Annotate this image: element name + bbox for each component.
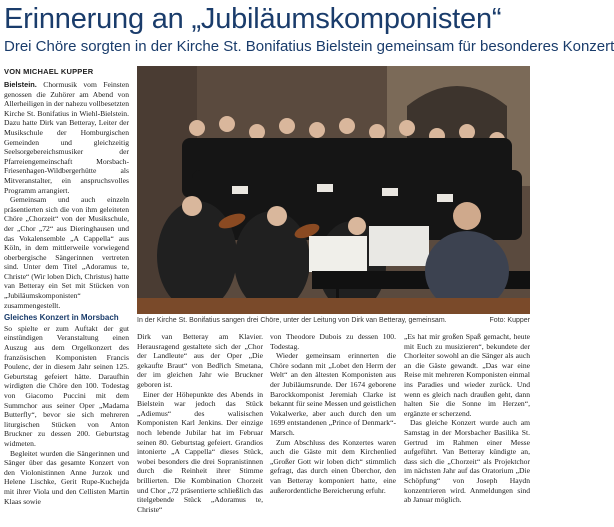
article-paragraph bbox=[4, 80, 129, 195]
article-byline: VON MICHAEL KUPPER bbox=[4, 67, 94, 76]
section-subtitle: Gleiches Konzert in Morsbach bbox=[4, 313, 119, 323]
choir-photo bbox=[137, 66, 530, 314]
article-column-3 bbox=[270, 332, 396, 525]
paragraph-text: Chormusik vom Feinsten genossen die Zuhörer am Abend von Allerheiligen in der nahezu vollbesetzten Kirche St. Bonifatius in Wiehl-Bielstein. Dazu hatte Dirk van Betteray, Leiter der Musikschule der Homburgischen Gemeinden und gleichzeitig Seelsorgebereichsmusiker der Pfarreiengemeinschaft Morsbach-Friesenhagen-Wildbergerhütte als Mitveranstalter, ein anspruchsvolles Programm arrangiert. bbox=[4, 80, 129, 195]
article-paragraph: Begleitet wurden die Sängerinnen und Sänger über das gesamte Konzert von den Violonistinnen Anne Jurzok und Helene Lischke, Gerit Rupe-Kuchejda mit ihrer Viola und den Cellisten Martin Klaas sowie bbox=[4, 448, 129, 506]
article-paragraph: So spielte er zum Auftakt der gut einstündigen Veranstaltung einen Auszug aus dem Orgelkonzert des französischen Komponisten Francis Poulenc, der in diesem Jahr seinen 125. Geburtstag gefeiert hätte. Daraufhin wirdigten die Chöre den 100. Todestag von Giacomo Puccini mit dem Summchor aus seiner Oper „Madama Butterfly“, bevor sie sich mehreren liturgischen Stücken von Anton Bruckner zu dessen 200. Geburtstag widmeten. bbox=[4, 323, 129, 448]
article-headline: Erinnerung an „Jubiläumskomponisten“ bbox=[4, 3, 502, 35]
article-paragraph: von Theodore Dubois zu dessen 100. Todestag. bbox=[270, 332, 396, 351]
photo-credit: Foto: Kupper bbox=[489, 317, 530, 324]
article-paragraph: Gemeinsam und auch einzeln präsentierten sich die von ihm geleiteten Chöre „Chorzeit“ von der Musikschule, der „Chor „72“ aus Dieringhausen und das Vokalensemble „A Cappella“ aus Köln, in dem mittlerweile vorwiegend oberbergische Sängerinnen vertreten sind. Unter dem Titel „Adoramus te, Christe“ (Wir loben Dich, Christus) hatte van Betteray ein Set mit Stücken von „Jubiläumskomponisten“ zusammengestellt. bbox=[4, 195, 129, 310]
article-column-2 bbox=[137, 332, 263, 525]
article-paragraph: Wieder gemeinsam erinnerten die Chöre sodann mit „Lobet den Herrn der Welt“ an den ältesten Komponisten aus der Jubiläumsrunde. Der 1674 geborene Barockkomponist Jeremiah Clarke ist bekannt für seine Messen und geistlichen Vokalwerke, aber auch durch den um 1699 entstandenen „Prince of Denmark“-Marsch. bbox=[270, 351, 396, 437]
article-paragraph: „Es hat mir großen Spaß gemacht, heute mit Euch zu musizieren“, bekundete der Chorleiter sowohl an die Sänger als auch an die Gäste gewandt. „Das war eine Reise mit mehreren Komponisten einmal ins Paradies und wieder zurück. Und wenn es gleich nach draußen geht, dann halten Sie die Sonne im Herzen“, ergänzte er scherzend. bbox=[404, 332, 530, 418]
dateline: Bielstein. bbox=[4, 80, 37, 89]
article-column-1 bbox=[4, 80, 129, 525]
photo-caption bbox=[137, 316, 530, 325]
article-paragraph: Einer der Höhepunkte des Abends in Bielstein war jedoch das Stück „Adiemus“ des walisischen Komponisten Karl Jenkins. Der einzige noch lebende Jubilar hat im Februar seinen 80. Geburtstag gefeiert. Grandios intonierte „A Cappella“ dieses Stück, wobei besonders die drei Sopranistinnen durch die Reinheit ihrer Stimme brillierten. Die Kombination Chorzeit und Chor „72 präsentierte schließlich das titelgebende Stück „Adoramus te, Christe“ bbox=[137, 389, 263, 514]
caption-text: In der Kirche St. Bonifatius sangen drei Chöre, unter der Leitung von Dirk van Betteray, gemeinsam. bbox=[137, 317, 447, 324]
article-column-4 bbox=[404, 332, 530, 525]
article-paragraph: Dirk van Betteray am Klavier. Herausragend gestaltete sich der „Chor der Landleute“ aus der Oper „Die gekaufte Braut“ von Bedřich Smetana, der im gleichen Jahr wie Bruckner geboren ist. bbox=[137, 332, 263, 389]
article-subheadline: Drei Chöre sorgten in der Kirche St. Bonifatius Bielstein gemeinsam für besonderes Konzert bbox=[4, 38, 614, 55]
choir-photo-illustration bbox=[137, 66, 530, 314]
article-paragraph: Das gleiche Konzert wurde auch am Samstag in der Morsbacher Basilika St. Gertrud im Rahmen einer Messe aufgeführt. Van Betteray kündigte an, dass sich die „Chorzeit“ als Projektchor im nächsten Jahr auf das Oratorium „Die Schöpfung“ von Joseph Haydn konzentrieren wird. Anmeldungen sind ab Januar möglich. bbox=[404, 418, 530, 505]
article-paragraph: Zum Abschluss des Konzertes waren auch die Gäste mit dem Kirchenlied „Großer Gott wir loben dich“ stimmlich gefragt, das durch einen Überchor, den van Betteray komponiert hatte, eine außerordentliche Bereicherung erfuhr. bbox=[270, 437, 396, 495]
